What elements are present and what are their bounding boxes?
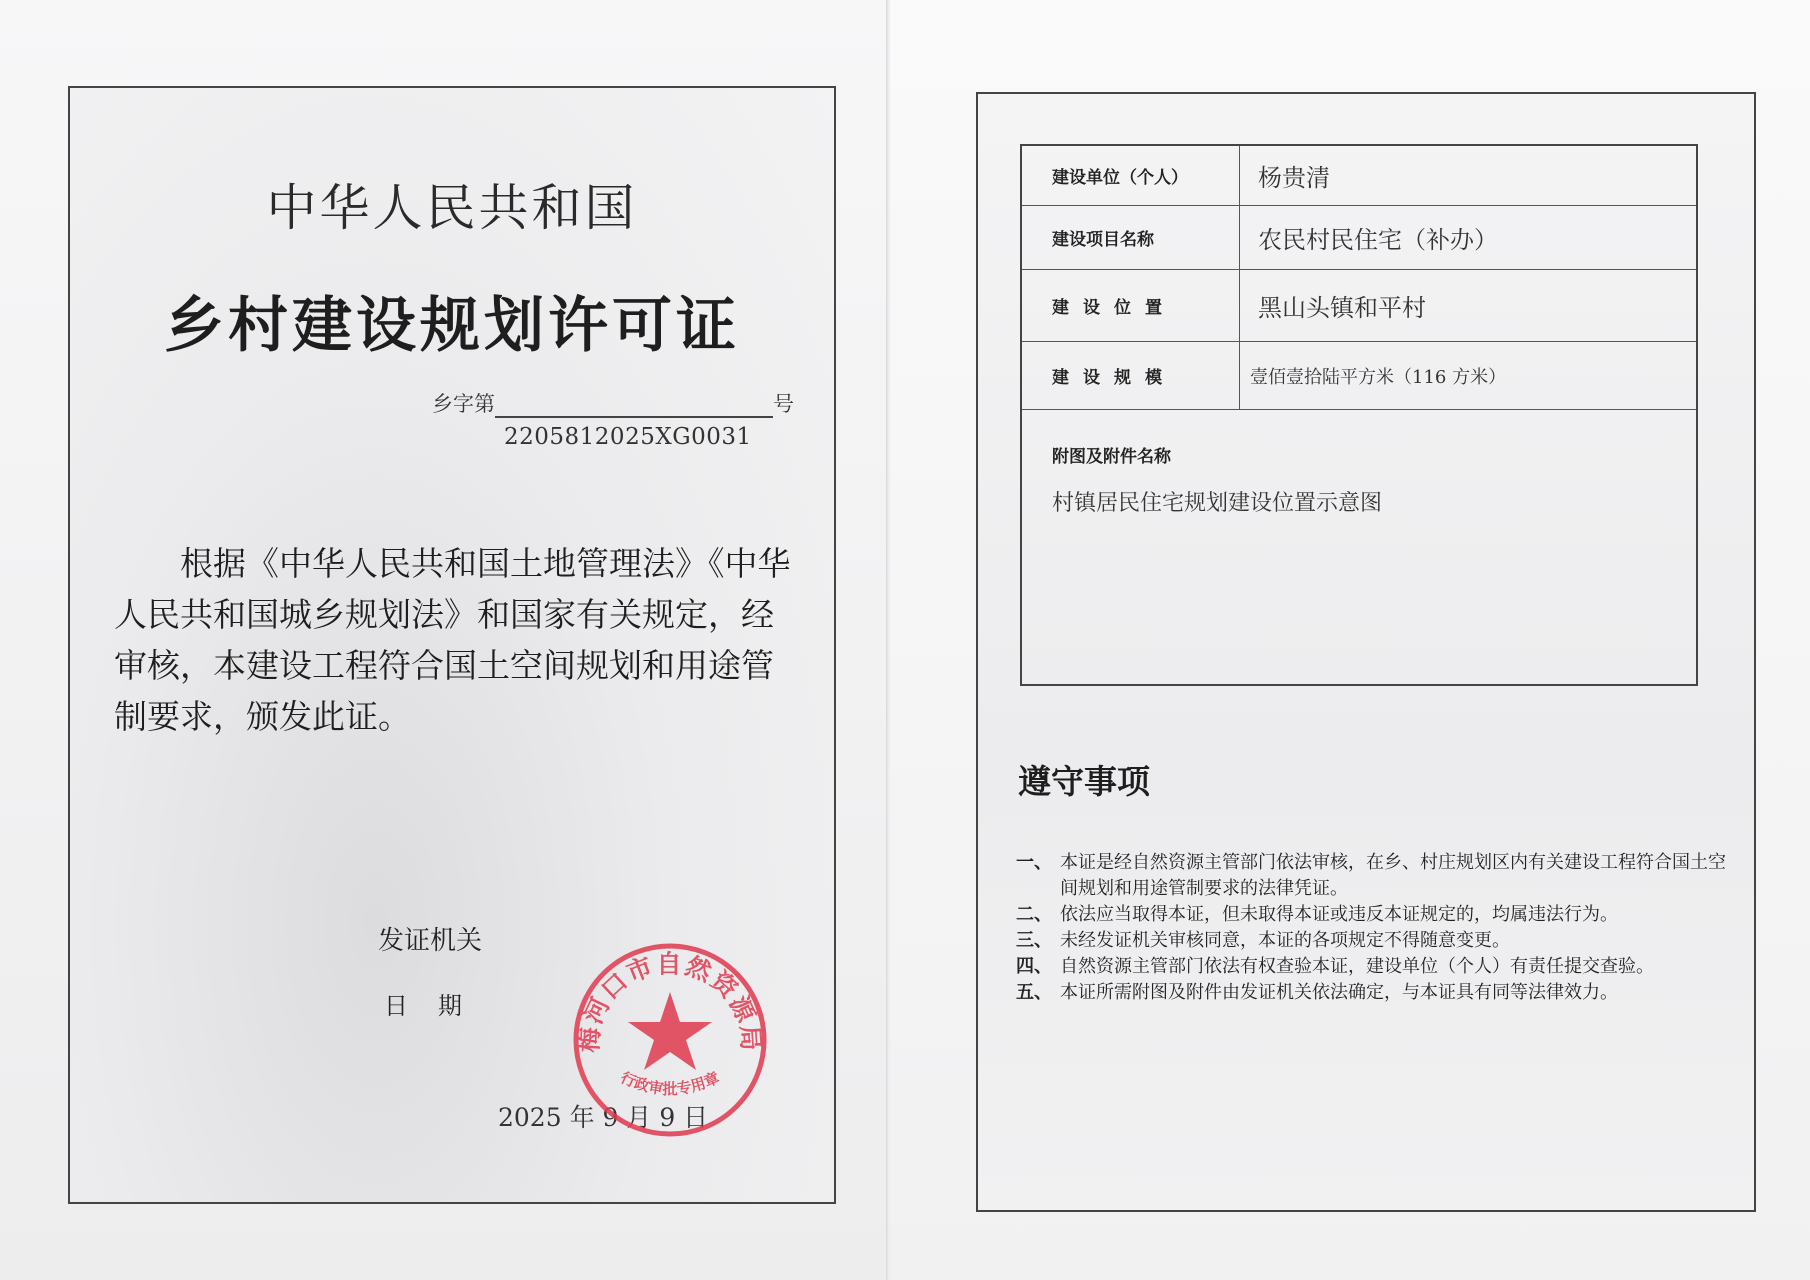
attachment-label: 附图及附件名称 bbox=[1052, 447, 1171, 467]
row-label: 建设单位（个人） bbox=[1022, 146, 1240, 205]
country-name: 中华人民共和国 bbox=[266, 179, 638, 237]
row-value: 黑山头镇和平村 bbox=[1258, 294, 1426, 322]
notes-list bbox=[1016, 850, 1728, 1006]
certificate-detail-frame bbox=[976, 92, 1756, 1212]
issue-date: 2025 年 9 月 9 日 bbox=[498, 1103, 709, 1132]
row-value: 杨贵清 bbox=[1258, 164, 1330, 192]
certificate-statement: 根据《中华人民共和国土地管理法》《中华人民共和国城乡规划法》和国家有关规定，经审核，本建设工程符合国土空间规划和用途管制要求，颁发此证。 bbox=[114, 544, 791, 736]
note-text: 本证所需附图及附件由发证机关依法确定，与本证具有同等法律效力。 bbox=[1060, 982, 1618, 1003]
list-item bbox=[1016, 954, 1728, 980]
row-value: 壹佰壹拾陆平方米（116 方米） bbox=[1250, 366, 1507, 388]
attachment-value: 村镇居民住宅规划建设位置示意图 bbox=[1052, 491, 1383, 516]
list-item bbox=[1016, 902, 1728, 928]
certificate-title: 乡村建设规划许可证 bbox=[164, 291, 740, 361]
certificate-number-row bbox=[432, 388, 794, 418]
note-text: 自然资源主管部门依法有权查验本证，建设单位（个人）有责任提交查验。 bbox=[1060, 956, 1654, 977]
list-item bbox=[1016, 850, 1728, 902]
left-page bbox=[0, 0, 890, 1280]
certificate-number: 2205812025XG0031 bbox=[504, 424, 752, 450]
number-underline bbox=[495, 394, 773, 418]
seal-outer-text: 梅河口市自然资源局 bbox=[574, 949, 766, 1054]
right-page bbox=[890, 0, 1810, 1280]
list-item bbox=[1016, 980, 1728, 1006]
seal-star-icon bbox=[628, 992, 712, 1070]
issuer-label: 发证机关 bbox=[378, 926, 483, 956]
project-info-table bbox=[1020, 144, 1698, 686]
row-label: 建设规模 bbox=[1022, 342, 1240, 409]
row-label: 建设项目名称 bbox=[1022, 206, 1240, 269]
official-seal bbox=[570, 940, 770, 1140]
list-item bbox=[1016, 928, 1728, 954]
note-text: 本证是经自然资源主管部门依法审核，在乡、村庄规划区内有关建设工程符合国土空间规划和用途管制要求的法律凭证。 bbox=[1060, 852, 1726, 899]
note-index: 三、 bbox=[1016, 930, 1052, 951]
number-suffix: 号 bbox=[773, 392, 794, 416]
note-text: 依法应当取得本证，但未取得本证或违反本证规定的，均属违法行为。 bbox=[1060, 904, 1618, 925]
certificate-cover-frame bbox=[68, 86, 836, 1204]
note-index: 五、 bbox=[1016, 982, 1052, 1003]
table-row bbox=[1022, 270, 1696, 342]
number-prefix: 乡字第 bbox=[432, 392, 495, 416]
table-row bbox=[1022, 146, 1696, 206]
note-text: 未经发证机关审核同意，本证的各项规定不得随意变更。 bbox=[1060, 930, 1510, 951]
seal-inner-text: 行政审批专用章 bbox=[617, 1068, 723, 1098]
row-value: 农民村民住宅（补办） bbox=[1258, 226, 1498, 254]
table-row bbox=[1022, 342, 1696, 410]
note-index: 一、 bbox=[1016, 852, 1052, 873]
row-label: 建设位置 bbox=[1022, 270, 1240, 341]
date-label: 日期 bbox=[384, 992, 492, 1020]
notes-title: 遵守事项 bbox=[1018, 762, 1150, 801]
note-index: 四、 bbox=[1016, 956, 1052, 977]
table-row bbox=[1022, 206, 1696, 270]
note-index: 二、 bbox=[1016, 904, 1052, 925]
